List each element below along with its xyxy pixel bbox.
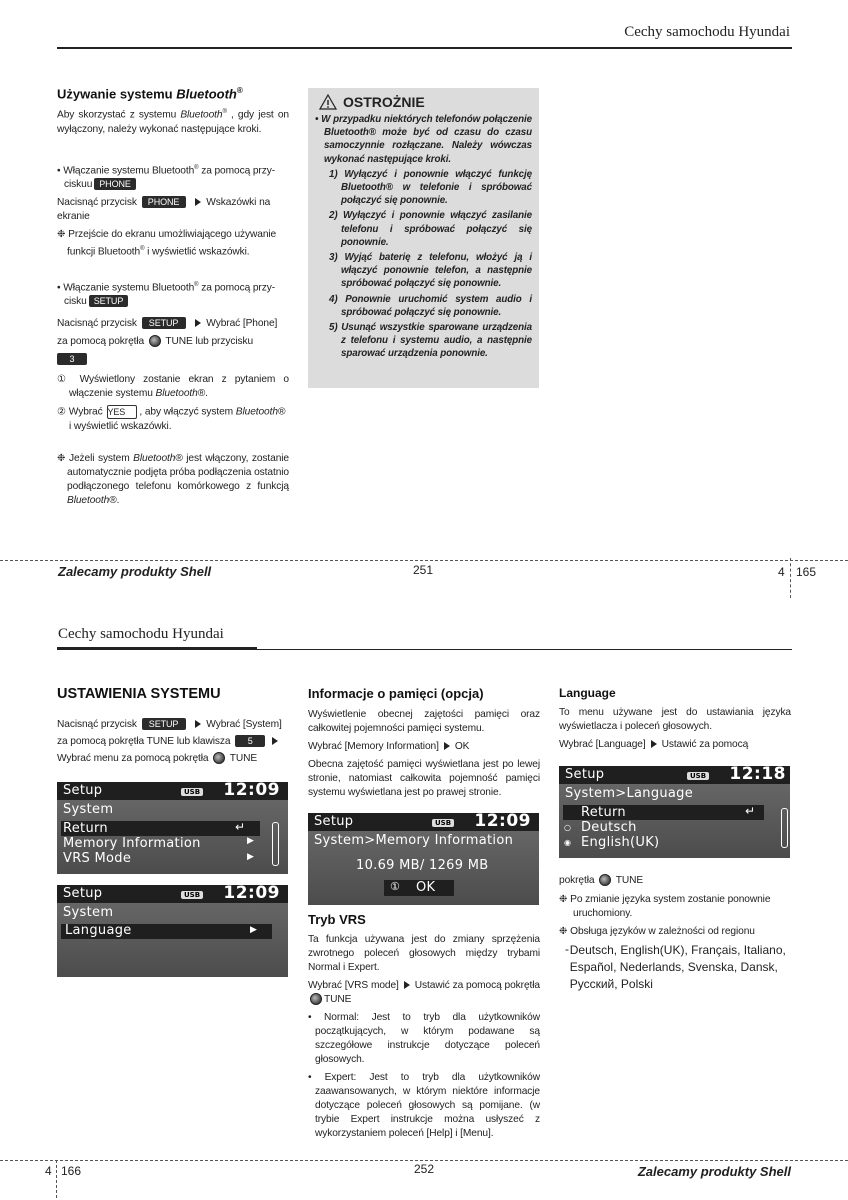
caution-box (308, 88, 539, 388)
menu-item-vrs-mode[interactable]: VRS Mode (63, 851, 132, 866)
vrs-heading: Tryb VRS (308, 912, 366, 927)
screen-title: Setup (314, 814, 354, 829)
key-5: 5 (235, 735, 265, 747)
arrow-right-icon (195, 720, 201, 728)
scrollbar[interactable] (272, 822, 279, 866)
top-page-side-line (790, 558, 791, 598)
return-icon: ↵ (235, 820, 246, 834)
bottom-footer-sheet-number: 252 (414, 1162, 435, 1176)
bluetooth-press-phone: Nacisnąć przycisk PHONE Wskazówki na ekranie (57, 197, 271, 223)
bottom-page-side-line (56, 1160, 57, 1198)
bottom-footer-page-number: 166 (61, 1164, 82, 1178)
usb-badge: USB (432, 819, 454, 827)
vrs-path: Wybrać [VRS mode] Ustawić za pomocą pokrętła TUNE (308, 980, 540, 1005)
language-restart-note: ❉ Po zmianie języka system zostanie ponownie uruchomiony. (559, 894, 771, 919)
usb-badge: USB (687, 772, 709, 780)
screen-subtitle: System (63, 802, 114, 817)
bluetooth-heading: Używanie systemu Bluetooth® (57, 86, 243, 102)
system-menu-screen (57, 782, 288, 874)
ok-button[interactable]: OK (416, 880, 436, 895)
return-icon: ↵ (745, 804, 756, 818)
memory-description: Wyświetlenie obecnej zajętości pamięci oraz całkowitej pojemności pamięci systemu. (308, 709, 540, 734)
bluetooth-step-1: ① Wyświetlony zostanie ekran z pytaniem o włączenie systemu Bluetooth®. (57, 373, 289, 399)
vrs-expert: • Expert: Jest to tryb dla użytkowników zaawansowanych, w którym niektóre informacje dotyczące poleceń głosowych są pomijane. (w trybie Expert instrukcje można usłyszeć z wykorzystaniem poleceń [Help] i [Menu]. (308, 1072, 540, 1139)
bluetooth-section (57, 86, 289, 508)
warning-icon (319, 94, 337, 110)
system-language-screen (57, 885, 288, 977)
screen-clock: 12:09 (223, 885, 280, 903)
top-footer-page-number: 165 (796, 565, 817, 579)
memory-path: Wybrać [Memory Information] OK (308, 741, 470, 752)
menu-item-language[interactable]: Language (65, 923, 132, 938)
arrow-right-icon (651, 740, 657, 748)
bluetooth-item-setup: • Włączanie systemu Bluetooth® za pomocą przy- cisku SETUP (57, 281, 276, 307)
screen-clock: 12:18 (729, 766, 786, 784)
screen-subtitle: System (63, 905, 114, 920)
tune-knob-icon (149, 335, 161, 347)
tune-knob-icon (599, 874, 611, 886)
key-3: 3 (57, 353, 87, 365)
usb-badge: USB (181, 891, 203, 899)
usb-badge: USB (181, 788, 203, 796)
top-page-cut-line (0, 560, 848, 561)
language-option-english-uk[interactable]: English(UK) (581, 835, 660, 850)
caution-step: 4) Ponownie uruchomić system audio i spróbować połączyć się ponownie. (329, 293, 532, 318)
caution-steps (315, 168, 532, 361)
system-section (57, 686, 289, 767)
list-dash: - (565, 942, 569, 956)
screen-clock: 12:09 (223, 782, 280, 800)
setup-key: SETUP (89, 295, 129, 307)
vrs-description: Ta funkcja używana jest do zmiany sprzężenia zwrotnego poleceń głosowych między trybami Normal i Expert. (308, 934, 540, 973)
yes-key: YES (107, 405, 137, 419)
memory-section (308, 686, 540, 800)
screen-title: Setup (565, 767, 605, 782)
language-heading: Language (559, 686, 616, 700)
system-heading: USTAWIENIA SYSTEMU (57, 686, 221, 702)
screen-subtitle: System>Memory Information (314, 833, 514, 848)
memory-note: Obecna zajętość pamięci wyświetlana jest po lewej stronie, natomiast całkowita pojemność pamięci systemu wyświetlana jest po prawej stronie. (308, 759, 540, 798)
radio-off-icon: ○ (564, 823, 572, 832)
caution-step: 1) Wyłączyć i ponownie włączyć funkcję Bluetooth® w telefonie i spróbować połączyć się ponownie. (329, 168, 532, 207)
phone-key-2: PHONE (142, 196, 186, 208)
memory-info-screen (308, 813, 539, 905)
system-instructions: Nacisnąć przycisk SETUP Wybrać [System] za pomocą pokrętła TUNE lub klawisza 5 Wybrać menu za pomocą pokrętła TUNE (57, 719, 282, 764)
top-footer-chapter: 4 (778, 565, 785, 579)
screen-title: Setup (63, 886, 103, 901)
chevron-right-icon: ▶ (247, 836, 255, 846)
menu-item-memory-information[interactable]: Memory Information (63, 836, 201, 851)
radio-on-icon: ◉ (564, 838, 572, 847)
caution-title: OSTROŻNIE (343, 94, 425, 110)
language-list (559, 942, 791, 993)
arrow-right-icon (404, 981, 410, 989)
language-tune-line: pokrętła TUNE (559, 875, 644, 886)
language-section (559, 686, 791, 752)
chevron-right-icon: ▶ (247, 852, 255, 862)
bottom-header-title: Cechy samochodu Hyundai (58, 626, 224, 642)
bottom-page-cut-line (0, 1160, 848, 1161)
arrow-right-icon (444, 742, 450, 750)
bluetooth-item-phone: • Włączanie systemu Bluetooth® za pomocą przy- ciskuu PHONE (57, 164, 276, 191)
bluetooth-press-setup: Nacisnąć przycisk SETUP Wybrać [Phone] za pomocą pokrętła TUNE lub przycisku 3 (57, 317, 278, 365)
top-footer-sheet-number: 251 (413, 563, 434, 577)
tune-knob-icon (213, 752, 225, 764)
bottom-header-rule-thick (57, 647, 257, 650)
caution-step: 3) Wyjąć baterię z telefonu, włożyć ją i włączyć ponownie telefon, a następnie spróbować połączyć się ponownie. (329, 252, 532, 290)
chevron-right-icon: ▶ (250, 925, 258, 935)
bottom-footer-slogan: Zalecamy produkty Shell (637, 1164, 791, 1179)
vrs-normal: • Normal: Jest to tryb dla użytkowników początkujących, w którym podawane są szczegółowe instrukcje dotyczące poleceń głosowych. (308, 1012, 540, 1065)
caution-step: 5) Usunąć wszystkie sparowane urządzenia z telefonu i systemu audio, a następnie sparować urządzenia ponownie. (329, 322, 532, 360)
setup-key-2: SETUP (142, 317, 186, 329)
top-header-title: Cechy samochodu Hyundai (624, 24, 790, 40)
menu-item-return[interactable]: Return (63, 821, 108, 836)
top-header-rule (57, 47, 792, 49)
language-path: Wybrać [Language] Ustawić za pomocą (559, 739, 749, 750)
bottom-footer-chapter: 4 (45, 1164, 52, 1178)
top-footer-slogan: Zalecamy produkty Shell (58, 564, 212, 579)
bluetooth-note-2: ❉ Jeżeli system Bluetooth® jest włączony, zostanie automatycznie podjęta próba podłączenia ostatnio podłączonego telefonu komórkowego z funkcją Bluetooth®. (57, 452, 289, 506)
ok-button-number: ① (390, 880, 401, 893)
menu-item-return[interactable]: Return (581, 805, 626, 820)
screen-clock: 12:09 (474, 813, 531, 831)
phone-key: PHONE (94, 178, 136, 190)
language-description: To menu używane jest do ustawiania języka wyświetlacza i poleceń głosowych. (559, 707, 791, 732)
screen-subtitle: System>Language (565, 786, 694, 801)
setup-key-3: SETUP (142, 718, 186, 730)
caution-intro: • W przypadku niektórych telefonów połączenie Bluetooth® może być od czasu do czasu samoczynnie rozłączane. Należy wówczas wykonać następujące kroki. (315, 114, 532, 165)
language-region-note: ❉ Obsługa języków w zależności od regionu (559, 926, 755, 937)
arrow-right-icon (272, 737, 278, 745)
language-notes (559, 874, 791, 993)
memory-heading: Informacje o pamięci (opcja) (308, 686, 484, 701)
memory-value: 10.69 MB/ 1269 MB (356, 858, 489, 873)
tune-knob-icon (310, 993, 322, 1005)
language-option-deutsch[interactable]: Deutsch (581, 820, 637, 835)
language-screen (559, 766, 790, 858)
scrollbar[interactable] (781, 808, 788, 848)
bluetooth-step-2: ② Wybrać YES , aby włączyć system Bluetooth® i wyświetlić wskazówki. (57, 406, 286, 432)
bluetooth-intro: Aby skorzystać z systemu Bluetooth® , gdy jest on wyłączony, należy wykonać następujące kroki. (57, 109, 289, 135)
bluetooth-note-1: ❉ Przejście do ekranu umożliwiającego używanie funkcji Bluetooth® i wyświetlić wskazówki. (57, 229, 277, 258)
arrow-right-icon (195, 319, 201, 327)
arrow-right-icon (195, 198, 201, 206)
caution-title-row (319, 94, 532, 110)
screen-title: Setup (63, 783, 103, 798)
caution-step: 2) Wyłączyć i ponownie włączyć zasilanie telefonu i spróbować połączyć się ponownie. (329, 210, 532, 248)
vrs-section (308, 912, 540, 1141)
language-list-text: Deutsch, English(UK), Français, Italiano, Español, Nederlands, Svenska, Dansk, Русский, Polski (569, 943, 786, 991)
